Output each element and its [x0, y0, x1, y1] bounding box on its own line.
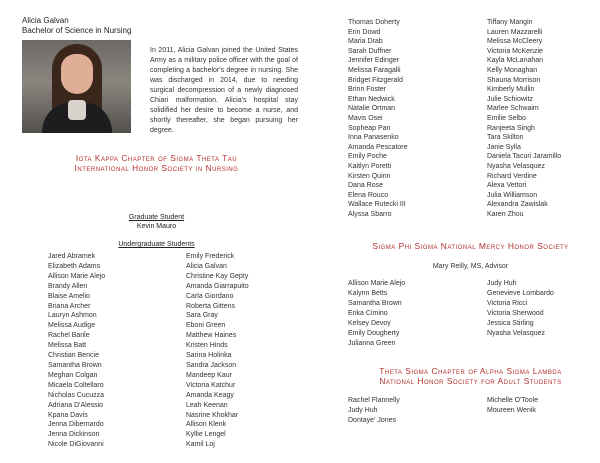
- list-item: Ranjeeta Singh: [487, 124, 535, 132]
- list-item: Brinn Foster: [348, 86, 387, 94]
- list-item: Victoria Ricci: [487, 300, 528, 307]
- phi-col-1: [348, 279, 487, 349]
- theta-col-1: [348, 396, 487, 426]
- list-item: Elizabeth Adams: [48, 262, 101, 270]
- list-item: Shauna Morrison: [487, 76, 541, 84]
- list-item: Melissa Faragalli: [348, 66, 401, 74]
- list-item: Kpana Davis: [48, 411, 88, 419]
- list-item: Briana Archer: [48, 302, 91, 310]
- list-item: Alexandra Zawislak: [487, 201, 548, 209]
- list-item: Nasrine Khokhar: [186, 411, 239, 419]
- graduate-name: Kevin Mauro: [136, 223, 177, 230]
- list-item: Amanda Giarrapuito: [186, 282, 249, 290]
- list-item: Kelly Monaghan: [487, 66, 538, 74]
- list-item: Emily Frederick: [186, 253, 235, 260]
- list-item: Alyssa Sbarro: [348, 210, 392, 218]
- list-item: Kaitlyn Poretti: [348, 162, 392, 170]
- graduate-label: Graduate Student: [128, 214, 185, 221]
- list-item: Melissa Audige: [48, 322, 96, 330]
- list-item: Christian Bencie: [48, 352, 99, 360]
- list-item: Rachel Flannelly: [348, 397, 400, 404]
- list-item: Meghan Colgan: [48, 371, 98, 379]
- list-item: Dontaye' Jones: [348, 417, 397, 424]
- profile-photo: [22, 40, 131, 133]
- list-item: Moureen Wenik: [487, 407, 536, 414]
- list-item: Sopheap Pan: [348, 124, 391, 132]
- list-item: Inna Panasenko: [348, 134, 399, 142]
- graduate-section: [14, 213, 299, 231]
- list-item: Emilie Selbo: [487, 114, 526, 122]
- list-item: Jessica Stirling: [487, 320, 534, 327]
- list-item: Samantha Brown: [348, 300, 402, 307]
- list-item: Tiffany Mangin: [487, 19, 533, 26]
- list-item: Carla Giordano: [186, 292, 234, 300]
- list-item: Sarah Duffner: [348, 47, 392, 55]
- iota-kappa-heading: [14, 153, 299, 173]
- list-item: Victoria McKenzie: [487, 47, 543, 55]
- list-item: Nicole DiGiovanni: [48, 441, 104, 449]
- list-item: Amanda Pescatore: [348, 143, 408, 151]
- list-item: Julia Williamson: [487, 191, 538, 199]
- list-item: Amanda Keagy: [186, 391, 234, 399]
- theta-title-line2: National Honor Society for Adult Students: [379, 376, 562, 386]
- list-item: Karen Zhou: [487, 210, 524, 218]
- list-item: Nicholas Cucuzza: [48, 391, 105, 399]
- theta-col-2: [487, 396, 538, 426]
- list-item: Wallace Rutecki III: [348, 201, 406, 209]
- ug-col-1: [48, 252, 186, 450]
- list-item: Alicia Galvan: [186, 262, 227, 270]
- list-item: Christine Kay Gepty: [186, 272, 249, 280]
- list-item: Rachel Barile: [48, 332, 90, 340]
- phi-col-2: [487, 279, 554, 349]
- list-item: Janie Sylla: [487, 143, 521, 151]
- list-item: Maria Drab: [348, 38, 383, 46]
- list-item: Blaise Amelio: [48, 292, 91, 300]
- theta-sigma-heading: [348, 366, 593, 386]
- list-item: Eboni Green: [186, 322, 226, 330]
- list-item: Melissa McCleery: [487, 38, 543, 46]
- sigma-phi-advisor: Mary Reilly, MS, Advisor: [432, 263, 509, 270]
- list-item: Sara Gray: [186, 312, 218, 320]
- list-item: Adriana D'Alessio: [48, 401, 104, 409]
- list-item: Mavis Osei: [348, 114, 383, 122]
- profile-name: Alicia Galvan: [22, 16, 69, 25]
- list-item: Julie Schiowitz: [487, 95, 533, 103]
- list-item: Melissa Batt: [48, 342, 87, 350]
- list-item: Judy Huh: [348, 407, 378, 414]
- continued-names: [348, 18, 593, 219]
- list-item: Roberta Gittens: [186, 302, 236, 310]
- list-item: Lauren Mazzarelli: [487, 28, 543, 36]
- list-item: Micaela Coltellaro: [48, 381, 104, 389]
- list-item: Thomas Doherty: [348, 19, 400, 26]
- list-item: Mandeep Kaur: [186, 371, 232, 379]
- list-item: Daniela Tacuri Jaramillo: [487, 153, 562, 161]
- right-col-2: [487, 18, 561, 219]
- list-item: Ethan Nedwick: [348, 95, 395, 103]
- list-item: Nyasha Velasquez: [487, 330, 545, 337]
- undergraduate-label: Undergraduate Students: [118, 241, 195, 248]
- list-item: Kyllie Lengel: [186, 431, 226, 439]
- list-item: Jennifer Edinger: [348, 57, 399, 65]
- list-item: Genevieve Lombardo: [487, 290, 554, 297]
- list-item: Kristen Hinds: [186, 342, 228, 350]
- undergraduate-names: [48, 252, 288, 450]
- list-item: Leah Keenan: [186, 401, 228, 409]
- list-item: Elena Rouco: [348, 191, 389, 199]
- list-item: Kirsten Quinn: [348, 172, 391, 180]
- list-item: Jared Abramek: [48, 253, 96, 260]
- list-item: Marlee Schwaim: [487, 105, 539, 113]
- list-item: Matthew Haines: [186, 332, 237, 340]
- iota-title-line1: Iota Kappa Chapter of Sigma Theta Tau: [75, 153, 238, 163]
- list-item: Julianna Green: [348, 340, 396, 347]
- list-item: Kalynn Betts: [348, 290, 388, 297]
- list-item: Erika Cimino: [348, 310, 388, 317]
- list-item: Kamil Loj: [186, 441, 215, 449]
- list-item: Richard Verdine: [487, 172, 537, 180]
- right-col-1: [348, 18, 487, 219]
- theta-sigma-names: [348, 396, 593, 426]
- undergraduate-section: [14, 240, 299, 249]
- list-item: Kelsey Devoy: [348, 320, 391, 327]
- list-item: Kimberly Mullin: [487, 86, 535, 94]
- list-item: Erin Dowd: [348, 28, 381, 36]
- list-item: Judy Huh: [487, 280, 517, 287]
- list-item: Lauryn Ashmon: [48, 312, 97, 320]
- list-item: Natalie Ortman: [348, 105, 396, 113]
- theta-title-line1: Theta Sigma Chapter of Alpha Sigma Lambda: [379, 366, 562, 376]
- list-item: Sandra Jackson: [186, 361, 237, 369]
- sigma-phi-names: [348, 279, 593, 349]
- sigma-phi-heading: Sigma Phi Sigma National Mercy Honor Society: [372, 241, 569, 251]
- list-item: Victoria Katchur: [186, 381, 236, 389]
- list-item: Jenna Dibernardo: [48, 421, 104, 429]
- list-item: Jenna Dickinson: [48, 431, 100, 439]
- list-item: Emily Dougherty: [348, 330, 400, 337]
- profile-degree: Bachelor of Science in Nursing: [22, 26, 132, 35]
- list-item: Brandy Allen: [48, 282, 88, 290]
- list-item: Allison Klenk: [186, 421, 227, 429]
- list-item: Michelle O'Toole: [487, 397, 539, 404]
- ug-col-2: [186, 252, 249, 450]
- list-item: Bridget Fitzgerald: [348, 76, 403, 84]
- list-item: Allison Marie Alejo: [348, 280, 406, 287]
- list-item: Samantha Brown: [48, 361, 102, 369]
- list-item: Tara Skilton: [487, 134, 524, 142]
- list-item: Nyasha Velasquez: [487, 162, 545, 170]
- list-item: Sarina Holinka: [186, 352, 232, 360]
- list-item: Dana Rose: [348, 182, 384, 190]
- list-item: Kayla McLanahan: [487, 57, 544, 65]
- profile-bio: In 2011, Alicia Galvan joined the United States Army as a military police officer with the goal of completing a bachelor's degree in nursing. She was discharged in 2014, due to needing surgical decompression of a newly diagnosed Chiari malformation. Alicia's hospital stay solidified her desire to become a nurse, and shortly thereafter, she began pursuing her degree.: [150, 47, 298, 134]
- list-item: Emily Poche: [348, 153, 387, 161]
- list-item: Victoria Sherwood: [487, 310, 544, 317]
- list-item: Allison Marie Alejo: [48, 272, 106, 280]
- iota-title-line2: International Honor Society in Nursing: [74, 163, 239, 173]
- list-item: Alexa Vettori: [487, 182, 527, 190]
